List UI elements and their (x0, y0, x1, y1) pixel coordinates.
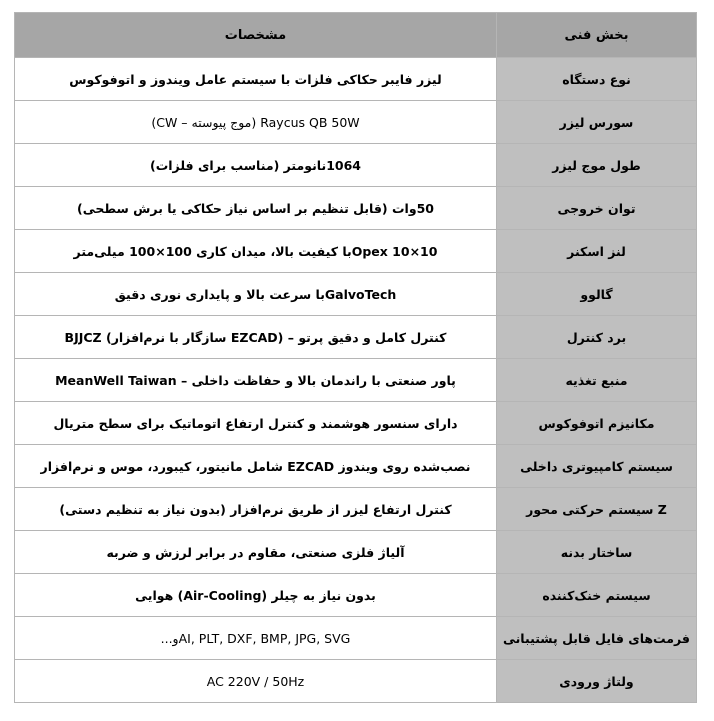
feature-cell: برد کنترل (497, 316, 697, 359)
table-row (15, 144, 697, 187)
spec-cell: نصب‌شده روی ویندوز EZCAD شامل مانیتور، کیبورد، موس و نرم‌افزار (15, 445, 497, 488)
feature-cell: فرمت‌های فایل قابل پشتیبانی (497, 617, 697, 660)
table-row (15, 660, 697, 703)
spec-cell: AC 220V / 50Hz (15, 660, 497, 703)
spec-cell: GalvoTechبا سرعت بالا و پایداری نوری دقیق (15, 273, 497, 316)
spec-cell: آلیاژ فلزی صنعتی، مقاوم در برابر لرزش و ضربه (15, 531, 497, 574)
spec-cell: پاور صنعتی با راندمان بالا و حفاظت داخلی – MeanWell Taiwan (15, 359, 497, 402)
table-header-row (15, 13, 697, 58)
feature-cell: لنز اسکنر (497, 230, 697, 273)
header-spec: مشخصات (15, 13, 497, 58)
spec-cell: کنترل کامل و دقیق پرتو – (EZCAD سازگار با نرم‌افزار) BJJCZ (15, 316, 497, 359)
feature-cell: سیستم کامپیوتری داخلی (497, 445, 697, 488)
feature-cell: ساختار بدنه (497, 531, 697, 574)
feature-cell: مکانیزم اتوفوکوس (497, 402, 697, 445)
table-row (15, 445, 697, 488)
spec-cell: Opex 10×10با کیفیت بالا، میدان کاری 100×100 میلی‌متر (15, 230, 497, 273)
feature-cell: ولتاژ ورودی (497, 660, 697, 703)
feature-cell: Z سیستم حرکتی محور (497, 488, 697, 531)
spec-cell: Raycus QB 50W (موج پیوسته – CW) (15, 101, 497, 144)
spec-cell: لیزر فایبر حکاکی فلزات با سیستم عامل ویندوز و اتوفوکوس (15, 58, 497, 101)
feature-cell: سورس لیزر (497, 101, 697, 144)
table-row (15, 187, 697, 230)
spec-table (14, 12, 697, 703)
spec-cell: بدون نیاز به چیلر (Air-Cooling) هوایی (15, 574, 497, 617)
header-feature: بخش فنی (497, 13, 697, 58)
table-row (15, 101, 697, 144)
table-body (15, 58, 697, 703)
table-row (15, 230, 697, 273)
feature-cell: توان خروجی (497, 187, 697, 230)
table-row (15, 273, 697, 316)
spec-cell: کنترل ارتفاع لیزر از طریق نرم‌افزار (بدون نیاز به تنظیم دستی) (15, 488, 497, 531)
spec-cell: دارای سنسور هوشمند و کنترل ارتفاع اتوماتیک برای سطح متریال (15, 402, 497, 445)
table-row (15, 316, 697, 359)
table-row (15, 488, 697, 531)
spec-cell: 1064نانومتر (مناسب برای فلزات) (15, 144, 497, 187)
table-row (15, 574, 697, 617)
table-row (15, 359, 697, 402)
table-row (15, 617, 697, 660)
feature-cell: سیستم خنک‌کننده (497, 574, 697, 617)
table-row (15, 531, 697, 574)
feature-cell: نوع دستگاه (497, 58, 697, 101)
spec-cell: AI, PLT, DXF, BMP, JPG, SVGو... (15, 617, 497, 660)
spec-cell: 50وات (قابل تنظیم بر اساس نیاز حکاکی یا برش سطحی) (15, 187, 497, 230)
feature-cell: طول موج لیزر (497, 144, 697, 187)
feature-cell: منبع تغذیه (497, 359, 697, 402)
table-row (15, 402, 697, 445)
table-row (15, 58, 697, 101)
feature-cell: گالوو (497, 273, 697, 316)
